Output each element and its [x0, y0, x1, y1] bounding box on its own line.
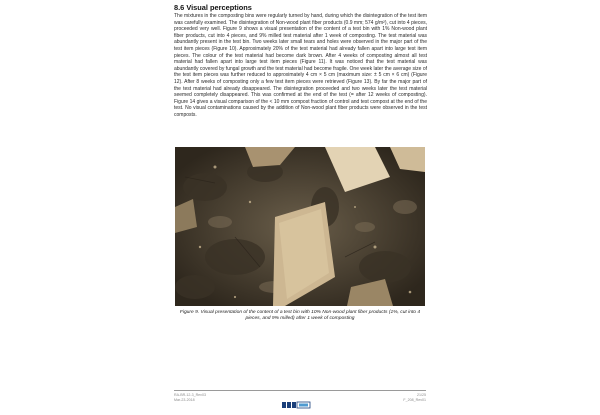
body-paragraph: The mixtures in the composting bins were regularly turned by hand, during which the disintegration of the test item was carefully examined. The disintegration of Non-wood plant fiber products (0.9 mm; 574 g/m²), cut into 4 pieces, proceeded very well. Figure 9 shows a visual presentation of the content of a test bin with 1% Non-wood plant fiber products, cut into 4 pieces, and 9% milled test material after 1 week of composting. The test material was abundantly present in the test bin. Two weeks later small tears and holes were observed in the major part of the test item pieces (Figure 10). Approximately 20% of the test material had already fallen apart into large test item pieces. The colour of the test material had become dark brown. After 4 weeks of composting almost all test material had fallen apart into large test item pieces (Figure 11). It was noticed that the test material was abundantly covered by fungal growth and the test material had become fragile. One week later the average size of the test item pieces was further reduced to approximately 4 cm × 5 cm (maximum size: ± 5 cm × 6 cm) (Figure 12). After 8 weeks of composting only a few test item pieces were retrieved (Figure 13). By far the major part of the test material had already disappeared. The disintegration proceeded and two weeks later the test material seemed completely disappeared. This was confirmed at the end of the test (= after 12 weeks of composting). Figure 14 gives a visual comparison of the < 10 mm compost fraction of control and test compost at the end of the test. No visual contaminations caused by the addition of Non-wood plant fiber products were observed in the test composts.: [174, 13, 427, 118]
footer-divider: [174, 390, 426, 391]
footer-page-number: 21/25: [417, 393, 426, 397]
footer-form-id: F_208_Rev01: [403, 397, 426, 402]
compost-photo: [175, 147, 425, 306]
figure-caption: Figure 9. Visual presentation of the content of a test bin with 10% Non-wood plant fiber products (1%, cut into 4 pieces, and 9% milled) after 1 week of composting: [179, 310, 421, 322]
compost-photo-drawing: [175, 147, 425, 306]
footer-right: [376, 393, 426, 402]
section-heading: 8.6 Visual perceptions: [174, 3, 252, 12]
footer-report-id: RA-BR-12-3_Rev03: [174, 393, 206, 397]
footer-date: Mar-23-2018: [174, 397, 195, 402]
company-logo-icon: [281, 397, 311, 407]
footer-left: [174, 393, 254, 402]
